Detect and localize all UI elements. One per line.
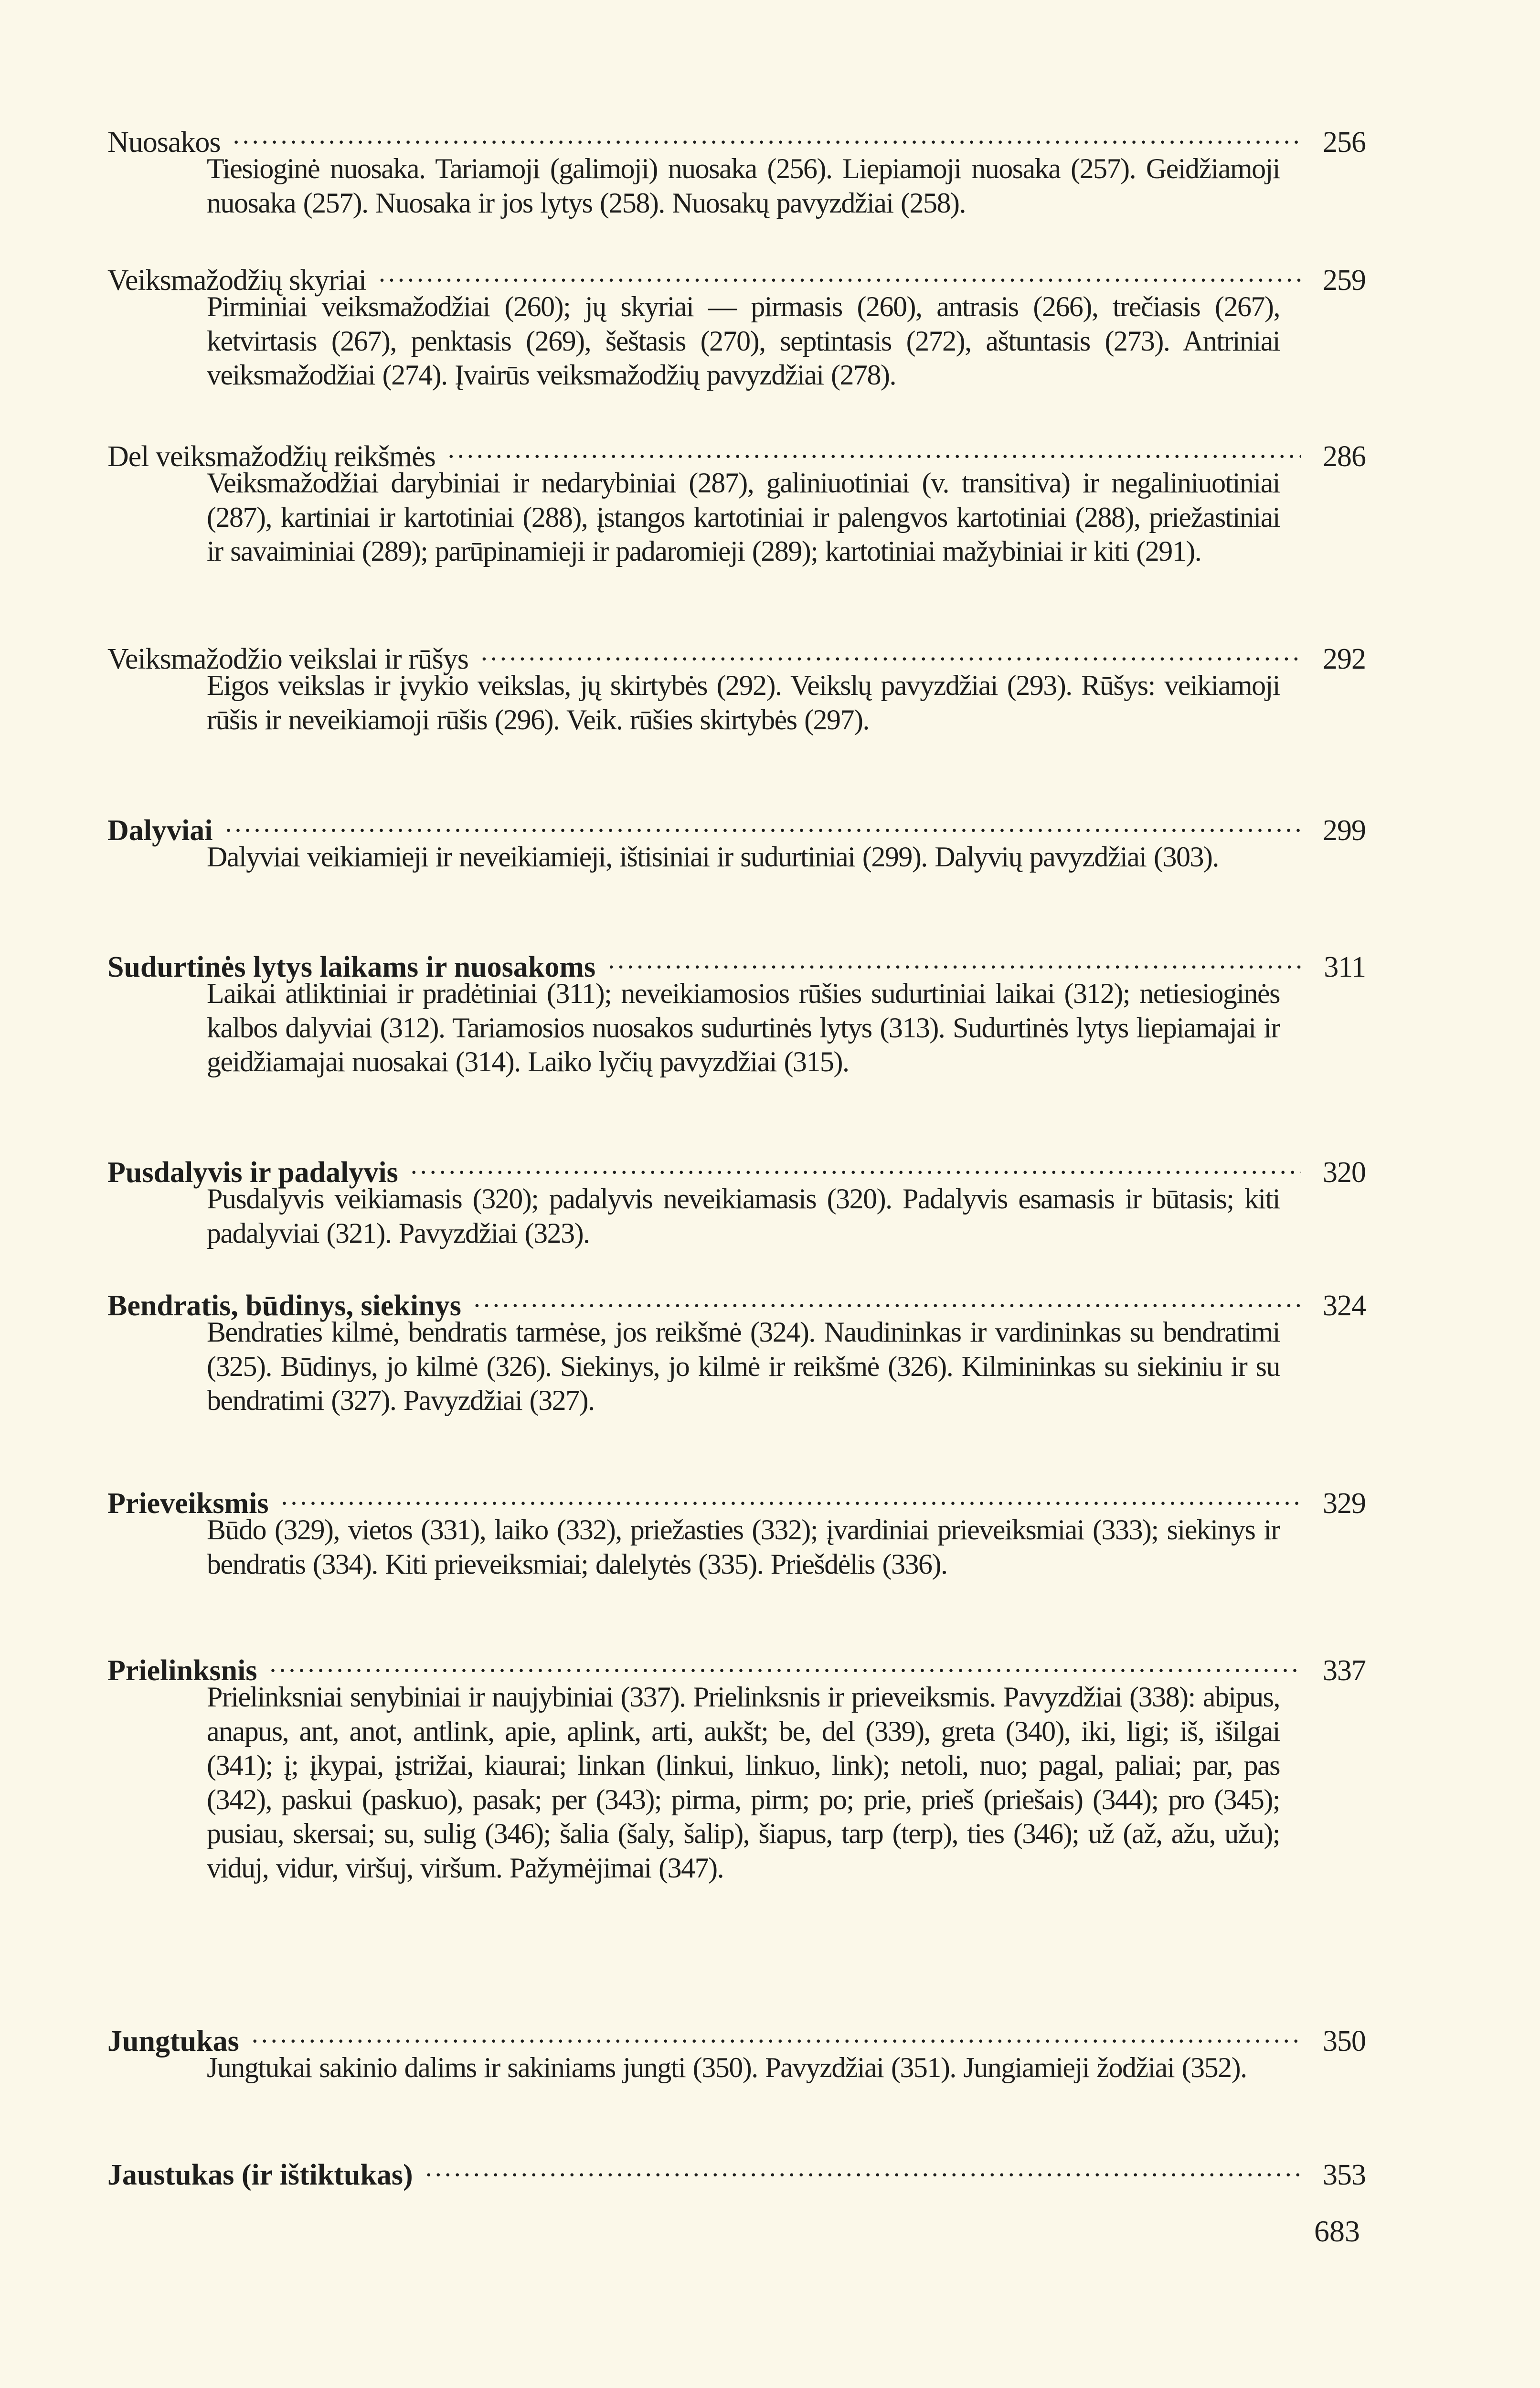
toc-heading[interactable] [107,1479,1366,1520]
toc-page-number: 259 [1323,264,1366,297]
toc-page-number: 329 [1323,1487,1366,1520]
toc-description: Pusdalyvis veikiamasis (320); padalyvis neveikiamasis (320). Padalyvis esamasis ir būtasis; kiti padalyviai (321). Pavyzdžiai (323). [207,1183,1280,1249]
toc-description: Tiesioginė nuosaka. Tariamoji (galimoji) nuosaka (256). Liepiamoji nuosaka (257). Geidžiamoji nuosaka (257). Nuosaka ir jos lytys (258). Nuosakų pavyzdžiai (258). [207,153,1280,219]
toc-heading[interactable] [107,806,1366,847]
toc-heading-title: Prieveiksmis [107,1487,269,1520]
toc-heading-title: Sudurtinės lytys laikams ir nuosakoms [107,951,596,983]
toc-page-number: 337 [1323,1654,1366,1687]
dot-leader [425,2150,1301,2185]
toc-description: Prielinksniai senybiniai ir naujybiniai (337). Prielinksnis ir prieveiksmis. Pavyzdžiai (338): abipus, anapus, ant, anot, antlink, apie, aplink, arti, aukšt; be, del (339), greta (340), iki, ligi; iš, išilgai (341); į; įkypai, įstrižai, kiaurai; linkan (linkui, linkuo, link); netoli, nuo; pagal, paliai; par, pas (342), paskui (paskuo), pasak; per (343); pirma, pirm; po; prie, prieš (priešais) (344); pro (345); pusiau, skersai; su, sulig (346); šalia (šaly, šalip), šiapus, tarp (terp), ties (346); už (až, ažu, užu); viduj, vidur, viršuj, viršum. Pažymėjimai (347). [207,1681,1280,1884]
toc-description: Būdo (329), vietos (331), laiko (332), priežasties (332); įvardiniai prieveiksmiai (333); siekinys ir bendratis (334). Kiti prieveiksmiai; dalelytės (335). Priešdėlis (336). [207,1514,1280,1580]
toc-description: Eigos veikslas ir įvykio veikslas, jų skirtybės (292). Veikslų pavyzdžiai (293). Rūšys: veikiamoji rūšis ir neveikiamoji rūšis (296). Veik. rūšies skirtybės (297). [207,670,1280,736]
toc-entry-prielinksnis [107,1646,1366,1886]
dot-leader [252,2016,1301,2051]
toc-entry-veikslai-ir-rusys [107,634,1366,737]
toc-heading[interactable] [107,1646,1366,1687]
toc-entry-jaustukas [107,2150,1366,2191]
toc-heading-title: Veiksmažodžių skyriai [107,264,367,297]
dot-leader [379,256,1301,290]
toc-heading[interactable] [107,256,1366,297]
toc-page-number: 286 [1323,440,1366,473]
dot-leader [474,1281,1301,1315]
dot-leader [608,942,1301,977]
toc-heading-title: Bendratis, būdinys, siekinys [107,1290,461,1322]
toc-entry-bendratis [107,1281,1366,1418]
dot-leader [411,1148,1301,1182]
toc-page-number: 353 [1323,2159,1366,2191]
toc-heading-title: Jungtukas [107,2025,239,2058]
toc-page-number: 292 [1323,643,1366,675]
dot-leader [481,634,1301,669]
toc-page-number: 350 [1323,2025,1366,2058]
toc-description: Pirminiai veiksmažodžiai (260); jų skyriai — pirmasis (260), antrasis (266), trečiasis (267), ketvirtasis (267), penktasis (269), šeštasis (270), septintasis (272), aštuntasis (273). Antriniai veiksmažodžiai (274). Įvairūs veiksmažodžių pavyzdžiai (278). [207,291,1280,391]
toc-heading-title: Pusdalyvis ir padalyvis [107,1156,398,1189]
toc-entry-jungtukas [107,2016,1366,2085]
toc-heading-title: Dalyviai [107,814,213,847]
toc-entry-veiksmazodziu-skyriai [107,256,1366,393]
toc-heading-title: Prielinksnis [107,1654,257,1687]
dot-leader [281,1479,1302,1513]
dot-leader [233,117,1301,152]
toc-heading-title: Jaustukas (ir ištiktukas) [107,2159,413,2191]
page-number: 683 [1314,2214,1360,2248]
toc-heading[interactable] [107,432,1366,473]
toc-page-number: 299 [1323,814,1366,847]
toc-heading[interactable] [107,2016,1366,2058]
toc-entry-del-veiksmazodziu-reiksmes [107,432,1366,569]
dot-leader [448,432,1301,466]
dot-leader [225,806,1301,840]
toc-heading[interactable] [107,117,1366,159]
toc-heading[interactable] [107,1281,1366,1322]
toc-description: Bendraties kilmė, bendratis tarmėse, jos reikšmė (324). Naudininkas ir vardininkas su bendratimi (325). Būdinys, jo kilmė (326). Siekinys, jo kilmė ir reikšmė (326). Kilmininkas su siekiniu ir su bendratimi (327). Pavyzdžiai (327). [207,1316,1280,1417]
toc-entry-sudurtines-lytys [107,942,1366,1079]
dot-leader [270,1646,1301,1680]
toc-entry-prieveiksmis [107,1479,1366,1581]
toc-description: Veiksmažodžiai darybiniai ir nedarybiniai (287), galiniuotiniai (v. transitiva) ir negaliniuotiniai (287), kartiniai ir kartotiniai (288), įstangos kartotiniai ir palengvos kartotiniai (288), priežastiniai ir savaiminiai (289); parūpinamieji ir padaromieji (289); kartotiniai mažybiniai ir kiti (291). [207,467,1280,567]
toc-description: Jungtukai sakinio dalims ir sakiniams jungti (350). Pavyzdžiai (351). Jungiamieji žodžiai (352). [207,2052,1247,2083]
toc-page-number: 324 [1323,1290,1366,1322]
toc-heading[interactable] [107,2150,1366,2191]
toc-heading[interactable] [107,634,1366,675]
toc-heading[interactable] [107,1148,1366,1189]
toc-page-number: 256 [1323,126,1366,159]
toc-entry-dalyviai [107,806,1366,874]
toc-description: Laikai atliktiniai ir pradėtiniai (311); neveikiamosios rūšies sudurtiniai laikai (312); netiesioginės kalbos dalyviai (312). Tariamosios nuosakos sudurtinės lytys (313). Sudurtinės lytys liepiamajai ir geidžiamajai nuosakai (314). Laiko lyčių pavyzdžiai (315). [207,978,1280,1078]
toc-heading-title: Veiksmažodžio veikslai ir rūšys [107,643,468,675]
toc-entry-pusdalyvis [107,1148,1366,1250]
toc-page-number: 311 [1324,951,1366,983]
toc-heading-title: Del veiksmažodžių reikšmės [107,440,435,473]
toc-heading[interactable] [107,942,1366,983]
toc-heading-title: Nuosakos [107,126,221,159]
toc-entry-nuosakos [107,117,1366,220]
toc-description: Dalyviai veikiamieji ir neveikiamieji, ištisiniai ir sudurtiniai (299). Dalyvių pavyzdžiai (303). [207,841,1219,873]
toc-page-number: 320 [1323,1156,1366,1189]
